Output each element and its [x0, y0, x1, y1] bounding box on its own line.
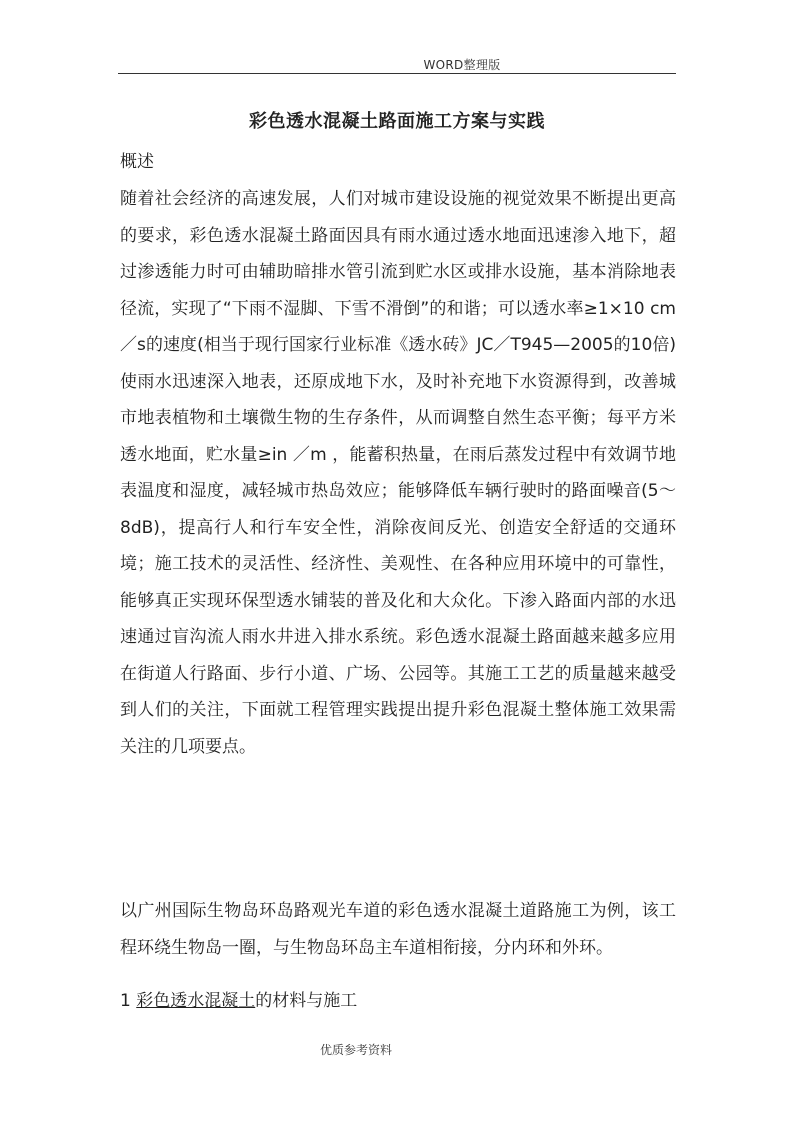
section-1-heading [120, 983, 676, 1020]
paragraph-2-block [120, 893, 676, 966]
paragraph-2: 以广州国际生物岛环岛路观光车道的彩色透水混凝土道路施工为例，该工程环绕生物岛一圈，与生物岛环岛主车道相衔接，分内环和外环。 [120, 901, 676, 958]
section-1-link-text[interactable]: 彩色透水混凝土 [136, 991, 256, 1011]
section-1-rest: 的材料与施工 [255, 991, 358, 1011]
footer-label: 优质参考资料 [320, 1043, 393, 1057]
overview-section [120, 144, 676, 181]
page-header [0, 56, 794, 73]
paragraph-1-block [120, 181, 676, 765]
header-divider [118, 73, 676, 74]
header-label: WORD整理版 [423, 58, 501, 72]
section-1-heading-text [120, 983, 676, 1020]
section-1-number: 1 [120, 991, 137, 1011]
page-footer [320, 1041, 392, 1058]
overview-heading: 概述 [120, 152, 154, 172]
document-title: 彩色透水混凝土路面施工方案与实践 [249, 111, 545, 132]
paragraph-1: 随着社会经济的高速发展，人们对城市建设设施的视觉效果不断提出更高的要求，彩色透水混凝土路面因具有雨水通过透水地面迅速渗入地下，超过渗透能力时可由辅助暗排水管引流到贮水区或排水设施，基本消除地表径流，实现了“下雨不湿脚、下雪不滑倒”的和谐；可以透水率≥1×10 cm／s的速度(相当于现行国家行业标准《透水砖》JC／T945—2005的10倍)使雨水迅速深入地表，还原成地下水，及时补充地下水资源得到，改善城市地表植物和土壤微生物的生存条件，从而调整自然生态平衡；每平方米透水地面，贮水量≥in ／m ，能蓄积热量，在雨后蒸发过程中有效调节地表温度和湿度，减轻城市热岛效应；能够降低车辆行驶时的路面噪音(5～8dB)，提高行人和行车安全性，消除夜间反光、创造安全舒适的交通环境；施工技术的灵活性、经济性、美观性、在各种应用环境中的可靠性，能够真正实现环保型透水铺装的普及化和大众化。下渗入路面内部的水迅速通过盲沟流人雨水井进入排水系统。彩色透水混凝土路面越来越多应用在街道人行路面、步行小道、广场、公园等。其施工工艺的质量越来越受到人们的关注，下面就工程管理实践提出提升彩色混凝土整体施工效果需关注的几项要点。 [120, 189, 676, 757]
